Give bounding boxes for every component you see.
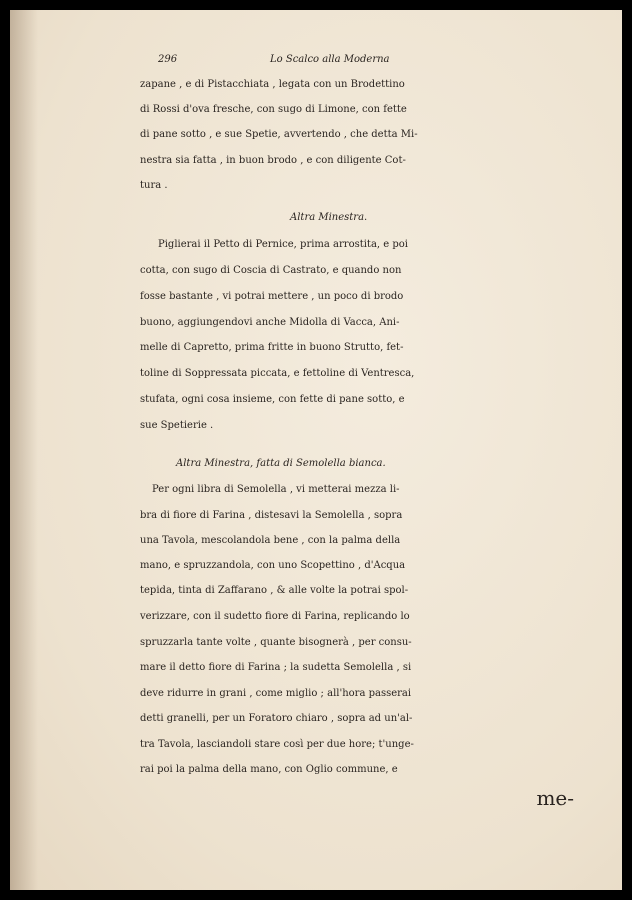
text-line: tepida, tinta di Zaffarano , & alle volte la potrai spol- [140, 585, 409, 596]
book-page [10, 10, 622, 890]
text-line: spruzzarla tante volte , quante bisognerà , per consu- [140, 637, 412, 648]
section-heading: Altra Minestra, fatta di Semolella bianca. [176, 458, 386, 469]
text-line: di pane sotto , e sue Spetie, avvertendo , che detta Mi- [140, 129, 418, 140]
text-line: una Tavola, mescolandola bene , con la palma della [140, 535, 401, 546]
section-heading: Altra Minestra. [290, 212, 368, 223]
text-line: mano, e spruzzandola, con uno Scopettino , d'Acqua [140, 560, 406, 571]
page-number: 296 [158, 54, 178, 65]
text-line: toline di Soppressata piccata, e fettoline di Ventresca, [140, 368, 415, 379]
text-line: melle di Capretto, prima fritte in buono Strutto, fet- [140, 342, 404, 353]
text-line: sue Spetierie . [140, 420, 214, 431]
gutter-shadow [10, 10, 38, 890]
text-line: tra Tavola, lasciandoli stare così per due hore; t'unge- [140, 739, 414, 750]
text-line: verizzare, con il sudetto fiore di Farina, replicando lo [140, 611, 410, 622]
text-line: buono, aggiungendovi anche Midolla di Vacca, Ani- [140, 317, 400, 328]
running-title: Lo Scalco alla Moderna [270, 54, 390, 65]
text-line: Per ogni libra di Semolella , vi metterai mezza li- [152, 484, 400, 495]
text-line: bra di fiore di Farina , distesavi la Semolella , sopra [140, 510, 403, 521]
text-line: tura . [140, 180, 168, 191]
text-line: rai poi la palma della mano, con Oglio commune, e [140, 764, 398, 775]
text-line: di Rossi d'ova fresche, con sugo di Limone, con fette [140, 104, 407, 115]
text-line: nestra sia fatta , in buon brodo , e con diligente Cot- [140, 155, 406, 166]
text-line: mare il detto fiore di Farina ; la sudetta Semolella , si [140, 662, 412, 673]
catchword: me- [536, 786, 574, 810]
text-line: detti granelli, per un Foratoro chiaro , sopra ad un'al- [140, 713, 413, 724]
text-line: stufata, ogni cosa insieme, con fette di pane sotto, e [140, 394, 405, 405]
text-line: Piglierai il Petto di Pernice, prima arrostita, e poi [158, 239, 408, 250]
text-line: cotta, con sugo di Coscia di Castrato, e quando non [140, 265, 402, 276]
text-line: fosse bastante , vi potrai mettere , un poco di brodo [140, 291, 404, 302]
running-header [158, 48, 622, 72]
text-line: deve ridurre in grani , come miglio ; all'hora passerai [140, 688, 412, 699]
text-line: zapane , e di Pistacchiata , legata con un Brodettino [140, 79, 405, 90]
